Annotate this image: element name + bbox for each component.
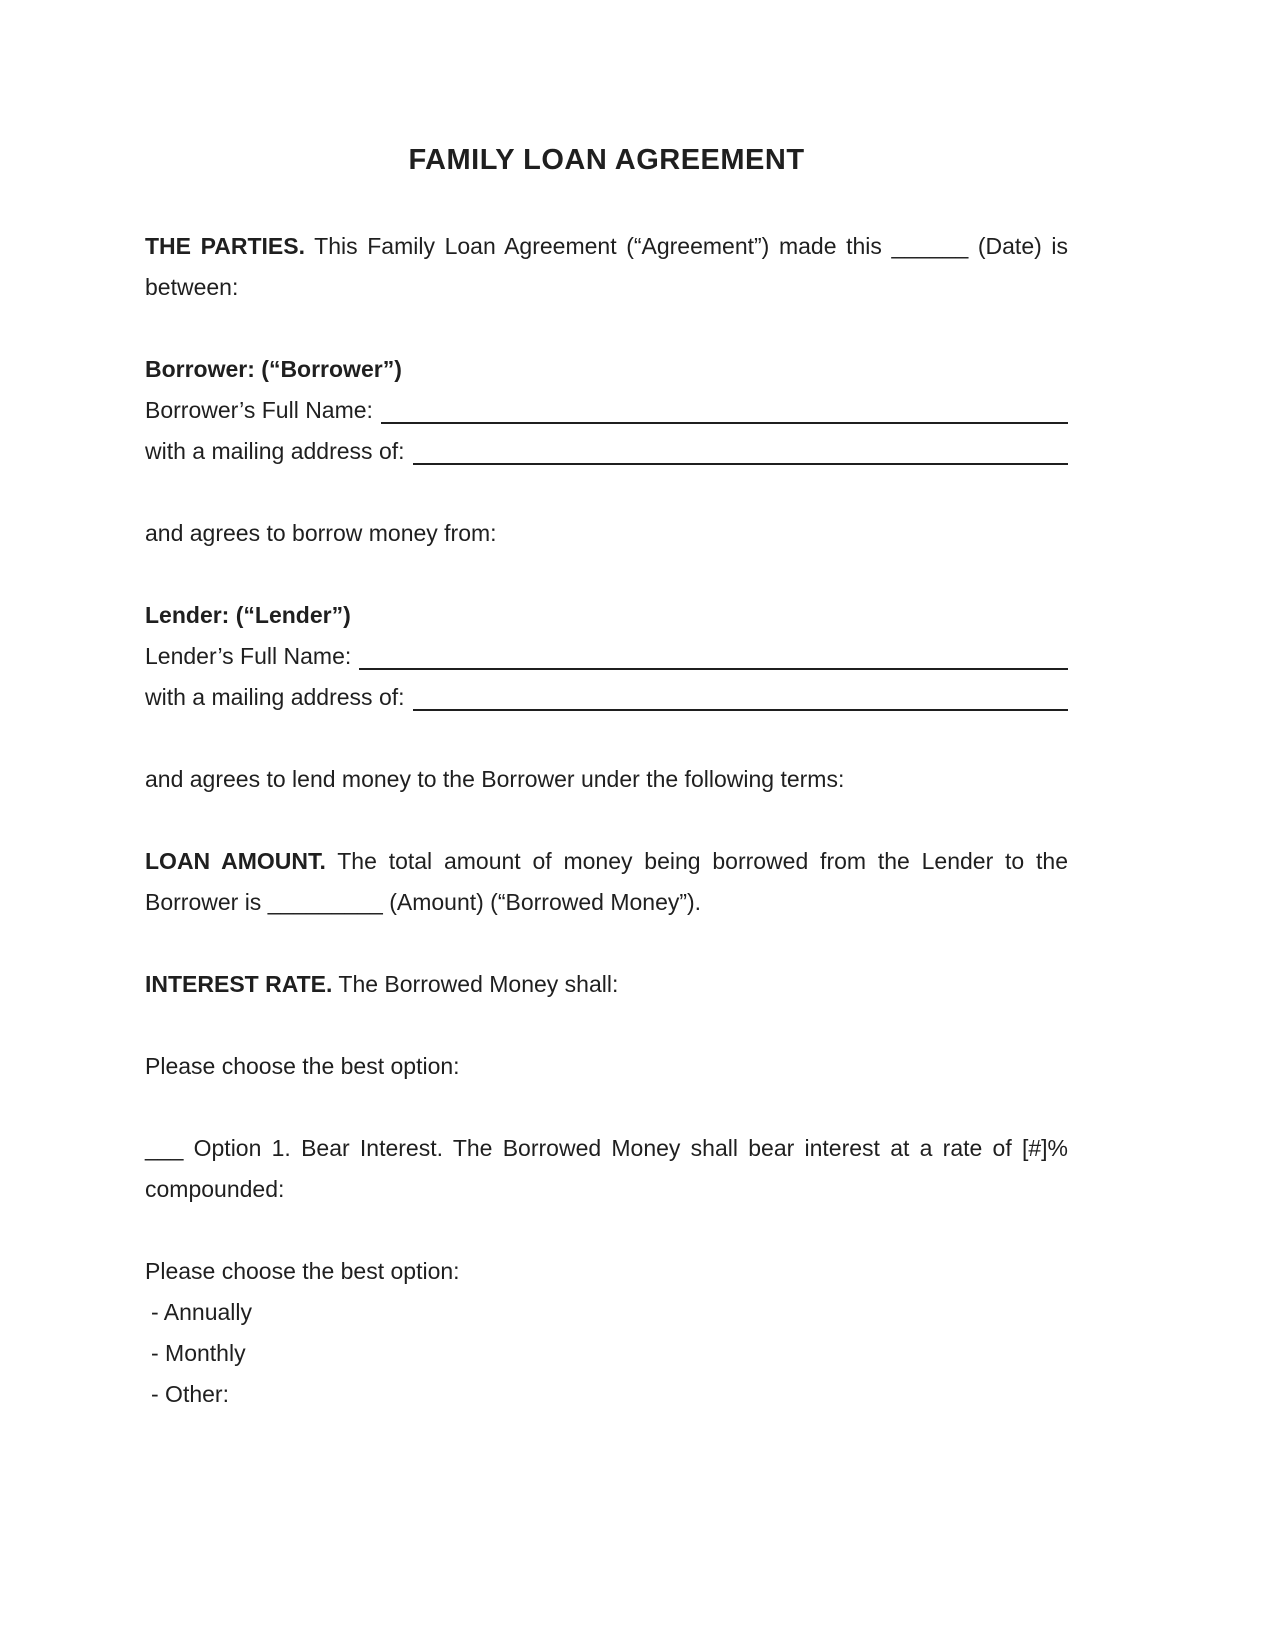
- borrower-name-label: Borrower’s Full Name:: [145, 397, 373, 423]
- lender-name-row: [145, 636, 1068, 677]
- document-title: FAMILY LOAN AGREEMENT: [408, 144, 805, 176]
- agrees-borrow-text: and agrees to borrow money from:: [145, 520, 497, 546]
- lender-name-blank: [351, 636, 1068, 677]
- borrower-name-blank: [373, 390, 1068, 431]
- lender-name-label: Lender’s Full Name:: [145, 643, 352, 669]
- parties-heading: THE PARTIES.: [145, 233, 305, 259]
- parties-paragraph: [145, 226, 1068, 308]
- choose-option-prompt-1: Please choose the best option:: [145, 1053, 460, 1079]
- lender-address-label: with a mailing address of:: [145, 684, 405, 710]
- interest-option-monthly: - Monthly: [151, 1340, 246, 1366]
- lender-section: [145, 595, 1068, 718]
- interest-rate-paragraph: [145, 964, 1068, 1005]
- agrees-lend-text: and agrees to lend money to the Borrower under the following terms:: [145, 766, 845, 792]
- lender-address-blank: [405, 677, 1068, 718]
- lender-address-row: [145, 677, 1068, 718]
- loan-amount-paragraph: [145, 841, 1068, 923]
- interest-rate-heading: INTEREST RATE.: [145, 971, 333, 997]
- borrower-address-row: [145, 431, 1068, 472]
- lender-heading: Lender: (“Lender”): [145, 602, 351, 628]
- loan-amount-body: The total amount of money being borrowed from the Lender to the Borrower is _________ (Amount) (“Borrowed Money”).: [145, 848, 1068, 915]
- interest-options-list: [145, 1292, 1068, 1415]
- parties-body: This Family Loan Agreement (“Agreement”) made this ______ (Date) is between:: [145, 233, 1068, 300]
- interest-option-other: - Other:: [151, 1381, 229, 1407]
- interest-rate-body: The Borrowed Money shall:: [332, 971, 619, 997]
- borrower-address-blank: [405, 431, 1068, 472]
- borrower-heading: Borrower: (“Borrower”): [145, 356, 402, 382]
- borrower-name-row: [145, 390, 1068, 431]
- interest-option-annually: - Annually: [151, 1299, 253, 1325]
- choose-option-prompt-2: Please choose the best option:: [145, 1258, 460, 1284]
- option-1-paragraph: ___ Option 1. Bear Interest. The Borrowed Money shall bear interest at a rate of [#]% compounded:: [145, 1135, 1068, 1202]
- loan-amount-heading: LOAN AMOUNT.: [145, 848, 326, 874]
- borrower-section: [145, 349, 1068, 472]
- borrower-address-label: with a mailing address of:: [145, 438, 405, 464]
